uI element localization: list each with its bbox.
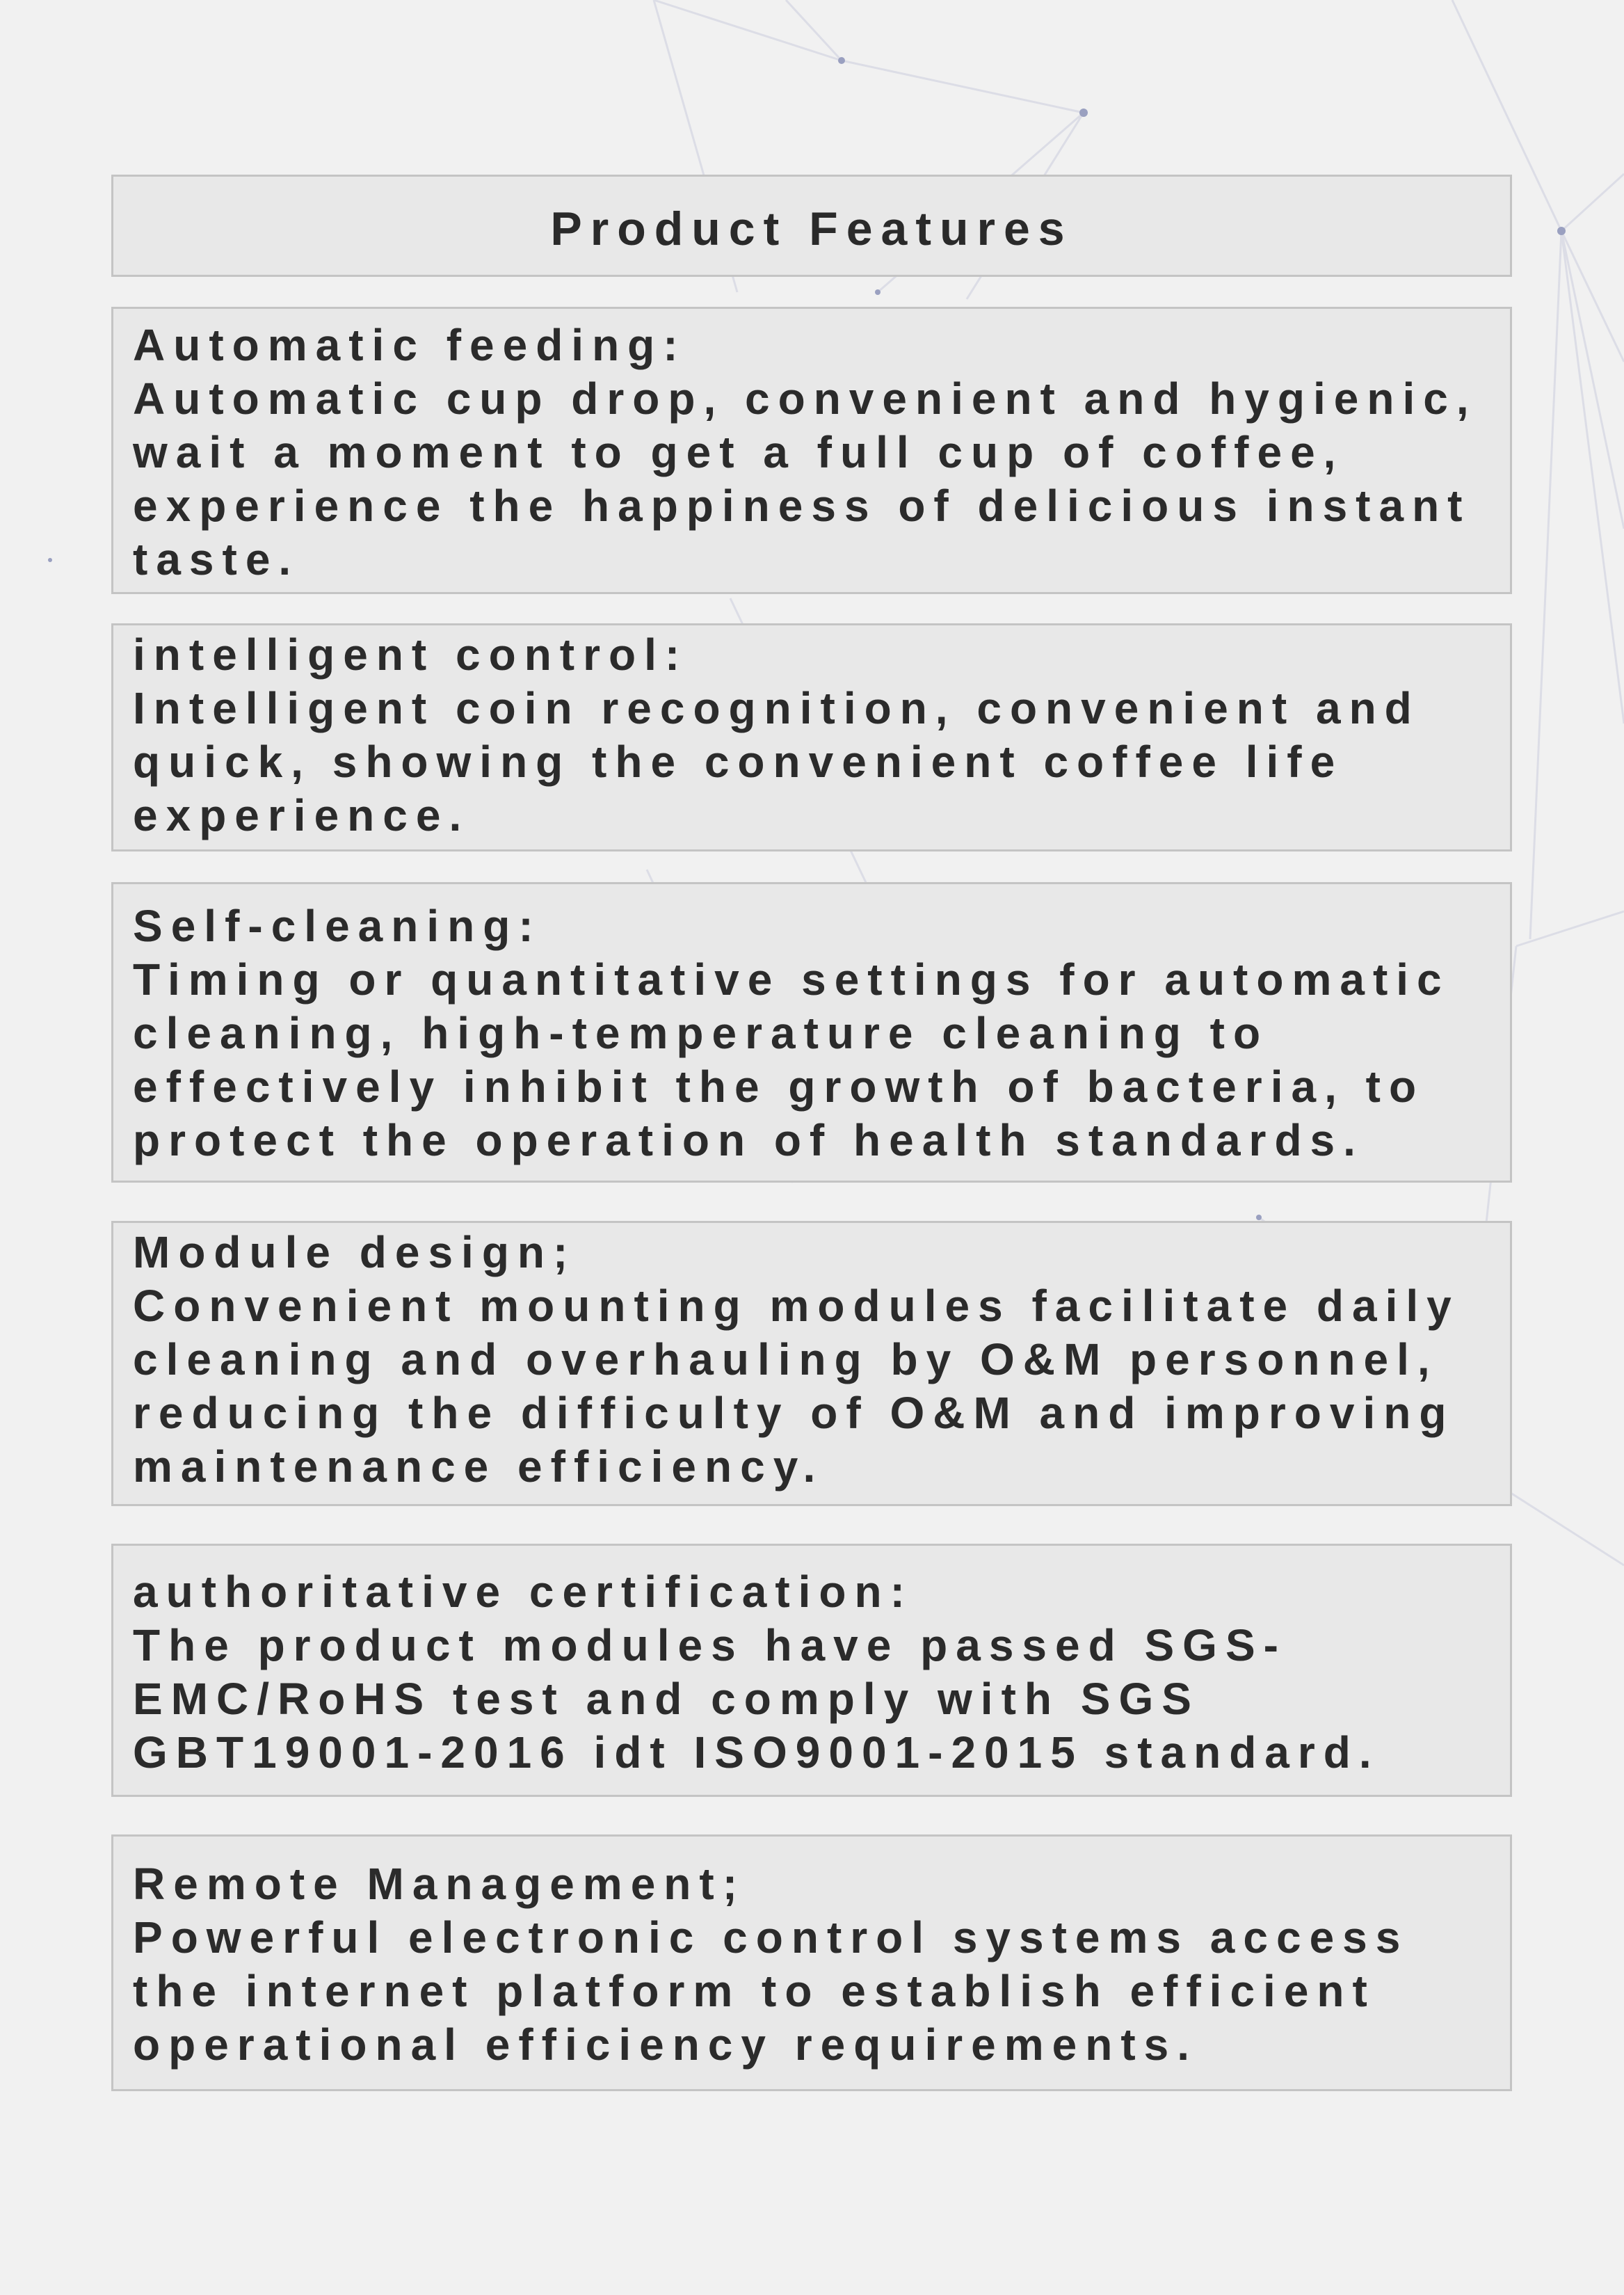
feature-description-line: quick, showing the convenient coffee life [133, 737, 1344, 787]
feature-description-line: The product modules have passed SGS- [133, 1620, 1287, 1670]
feature-heading: intelligent control: [133, 630, 689, 680]
feature-description-line: experience. [133, 790, 470, 840]
feature-description-line: GBT19001-2016 idt ISO9001-2015 standard. [133, 1727, 1380, 1777]
feature-authoritative-certification [111, 1544, 1512, 1797]
page-title: Product Features [550, 202, 1073, 255]
feature-description-line: Timing or quantitative settings for automatic [133, 954, 1450, 1005]
feature-description-line: taste. [133, 534, 300, 584]
feature-description-line: Automatic cup drop, convenient and hygienic, [133, 374, 1477, 424]
feature-heading: Self-cleaning: [133, 901, 542, 951]
feature-description-line: effectively inhibit the growth of bacteria, to [133, 1062, 1425, 1112]
feature-description [133, 1279, 1493, 1494]
feature-self-cleaning [111, 882, 1512, 1183]
feature-description-line: maintenance efficiency. [133, 1441, 824, 1492]
feature-description-line: Convenient mounting modules facilitate daily [133, 1281, 1460, 1331]
feature-description [133, 1911, 1493, 2072]
feature-description [133, 1619, 1493, 1780]
feature-description-line: protect the operation of health standards. [133, 1115, 1364, 1165]
feature-heading: Remote Management; [133, 1859, 746, 1909]
feature-description-line: operational efficiency requirements. [133, 2020, 1198, 2070]
feature-module-design [111, 1221, 1512, 1506]
feature-description-line: Intelligent coin recognition, convenient and [133, 683, 1420, 733]
feature-description-line: experience the happiness of delicious instant [133, 481, 1471, 531]
feature-intelligent-control [111, 623, 1512, 851]
feature-description-line: EMC/RoHS test and comply with SGS [133, 1674, 1200, 1724]
feature-description-line: reducing the difficulty of O&M and improving [133, 1388, 1455, 1438]
feature-heading: Automatic feeding: [133, 320, 686, 370]
feature-description-line: Powerful electronic control systems access [133, 1912, 1409, 1962]
title-panel [111, 175, 1512, 277]
feature-description [133, 372, 1493, 586]
feature-remote-management [111, 1834, 1512, 2091]
feature-description-line: cleaning, high-temperature cleaning to [133, 1008, 1269, 1058]
feature-description-line: wait a moment to get a full cup of coffee, [133, 427, 1344, 477]
feature-description [133, 953, 1493, 1167]
feature-description-line: the internet platform to establish efficient [133, 1966, 1376, 2016]
feature-heading: Module design; [133, 1227, 577, 1277]
feature-description-line: cleaning and overhauling by O&M personnel, [133, 1334, 1438, 1384]
feature-automatic-feeding [111, 307, 1512, 594]
feature-description [133, 682, 1493, 842]
feature-heading: authoritative certification: [133, 1567, 913, 1617]
